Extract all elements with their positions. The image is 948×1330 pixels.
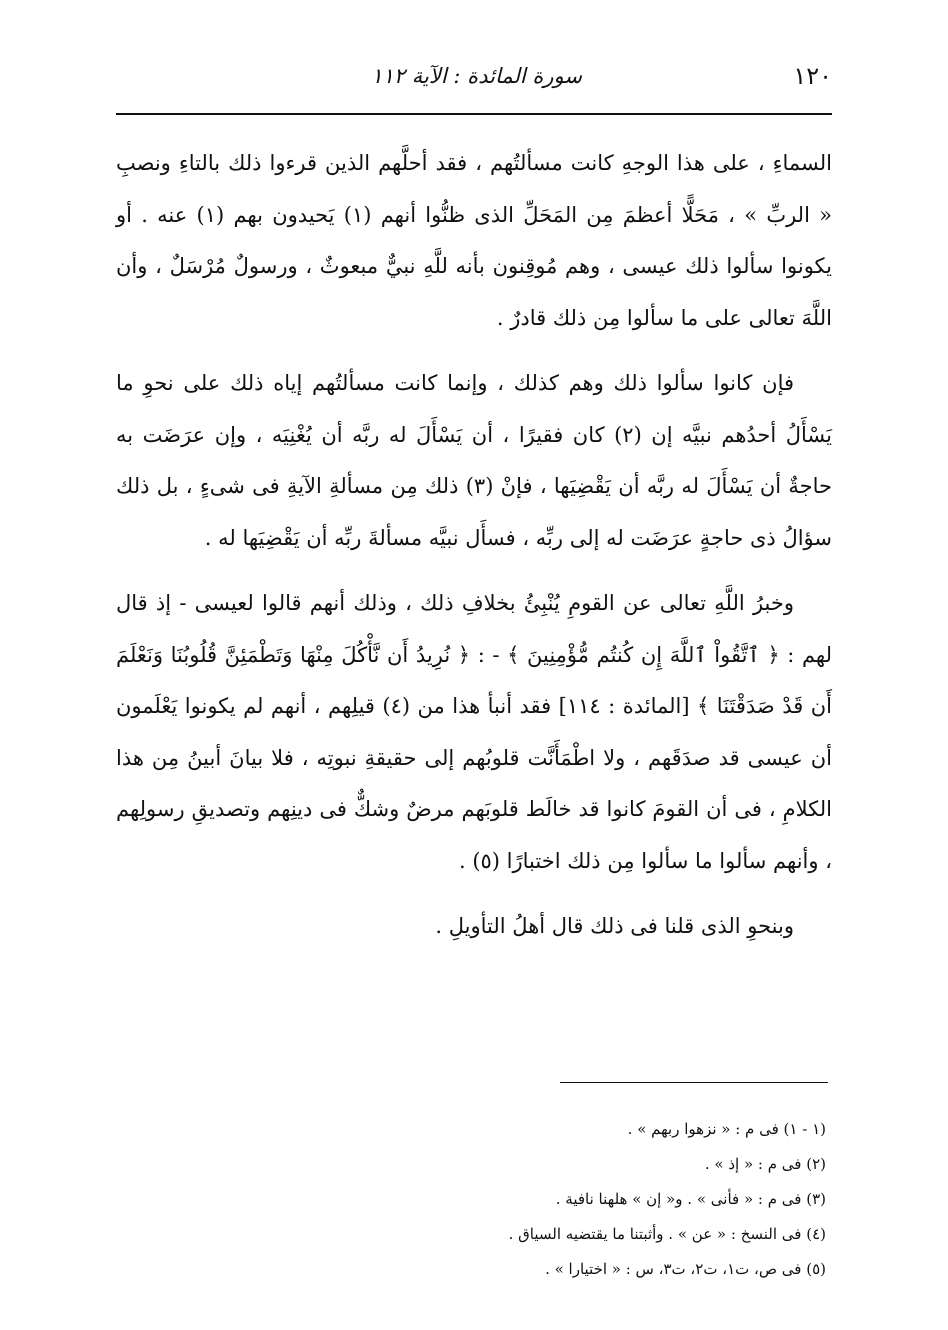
page-header: [118, 58, 832, 98]
footnote: (١ - ١) فى م : « نزهوا ربهم » .: [627, 1120, 826, 1138]
paragraph: وخبرُ اللَّهِ تعالى عن القومِ يُنْبِئُ بخلافِ ذلك ، وذلك أنهم قالوا لعيسى - إذ قال لهم : ﴿ ٱتَّقُواْ ٱللَّهَ إِن كُنتُم مُّؤْمِنِينَ ﴾ - : ﴿ نُرِيدُ أَن نَّأْكُلَ مِنْهَا وَتَطْمَئِنَّ قُلُوبُنَا وَنَعْلَمَ أَن قَدْ صَدَقْتَنَا ﴾ [المائدة : ١١٤] فقد أنبأ هذا من (٤) قيلِهم ، أنهم لم يكونوا يَعْلَمون أن عيسى قد صدَقَهم ، ولا اطْمَأَنَّت قلوبُهم إلى حقيقةِ نبوتِه ، فلا بيانَ أبينُ مِن هذا الكلامِ ، فى أن القومَ كانوا قد خالَط قلوبَهم مرضٌ وشكٌّ فى دينِهم وتصديقِ رسولِهم ، وأنهم سألوا ما سألوا مِن ذلك اختبارًا (٥) .: [116, 591, 833, 873]
running-title: سورة المائدة : الآية ١١٢: [371, 64, 582, 88]
footnote: (٣) فى م : « فأنى » . و« إن » هلهنا نافية .: [555, 1190, 826, 1208]
paragraph: وبنحوِ الذى قلنا فى ذلك قال أهلُ التأويلِ .: [435, 914, 794, 938]
footnote-separator: [560, 1082, 828, 1083]
paragraph: السماءِ ، على هذا الوجهِ كانت مسألتُهم ، فقد أحلَّهم الذين قرءوا ذلك بالتاءِ ونصبِ « الربِّ » ، مَحَلًّا أعظمَ مِن المَحَلِّ الذى ظنُّوا أنهم (١) يَحيدون بهم (١) عنه . أو يكونوا سألوا ذلك عيسى ، وهم مُوقِنون بأنه للَّهِ نبيٌّ مبعوثٌ ، ورسولٌ مُرْسَلٌ ، وأن اللَّهَ تعالى على ما سألوا مِن ذلك قادرٌ .: [116, 151, 833, 330]
page-number: ١٢٠: [793, 62, 832, 90]
main-text: [116, 138, 832, 967]
header-rule: [116, 113, 832, 115]
footnote: (٢) فى م : « إذ » .: [704, 1155, 826, 1173]
footnotes: [116, 1112, 826, 1287]
footnote: (٤) فى النسخ : « عن » . وأثبتنا ما يقتضيه السياق .: [508, 1225, 826, 1243]
paragraph: فإن كانوا سألوا ذلك وهم كذلك ، وإنما كانت مسألتُهم إياه ذلك على نحوِ ما يَسْأَلُ أحدُهم نبيَّه إن (٢) كان فقيرًا ، أن يَسْأَلَ له ربَّه أن يُغْنِيَه ، وإن عرَضَت به حاجةٌ أن يَسْأَلَ له ربَّه أن يَقْضِيَها ، فإنْ (٣) ذلك مِن مسألةِ الآيةِ فى شىءٍ ، بل ذلك سؤالُ ذى حاجةٍ عرَضَت له إلى ربِّه ، فسأَل نبيَّه مسألةَ ربِّه أن يَقْضِيَها له .: [116, 371, 832, 550]
footnote: (٥) فى ص، ت١، ت٢، ت٣، س : « اختيارا » .: [545, 1260, 826, 1278]
